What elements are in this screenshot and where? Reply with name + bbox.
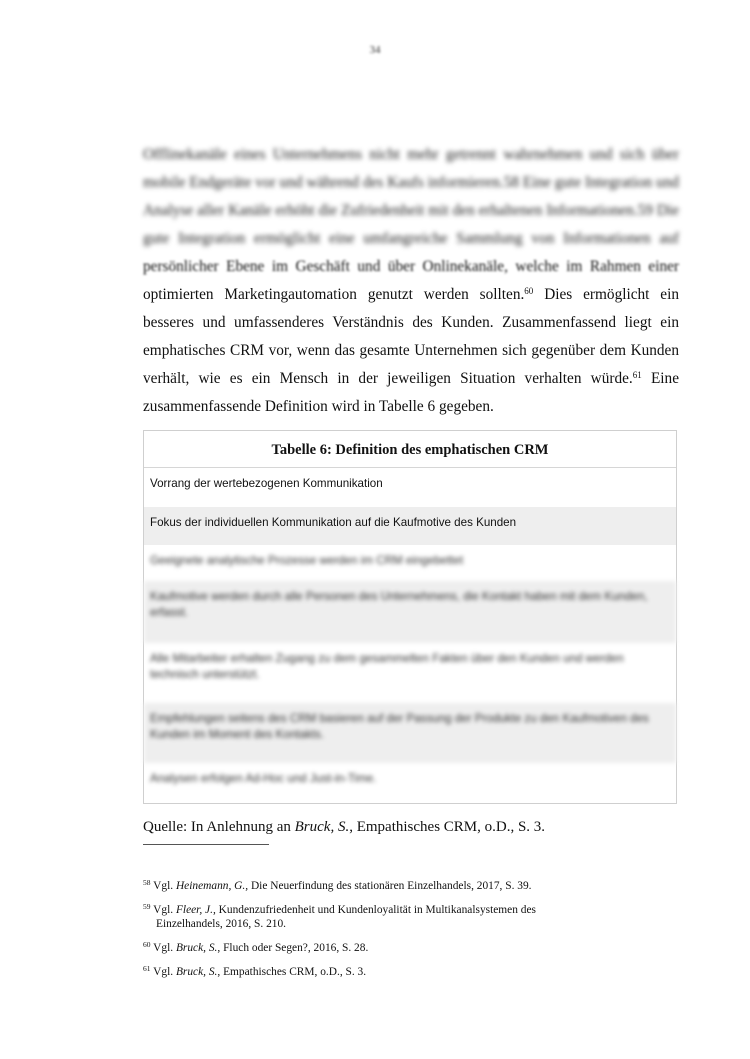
table-source (143, 819, 545, 836)
footnote-prefix: Vgl. (153, 904, 176, 916)
text-line: Analyse aller Kanäle erhöht die Zufriedenheit mit den erhaltenen Informationen.59 Die (143, 202, 679, 219)
page-number: 34 (369, 44, 381, 56)
body-paragraph (143, 141, 679, 421)
text-line (143, 281, 679, 309)
footnote-text: , Empathisches CRM, o.D., S. 3. (217, 966, 367, 978)
table-row: Empfehlungen seitens des CRM basieren auf der Passung der Produkte zu den Kaufmotiven des Kunden im Moment des Kontakts. (144, 703, 676, 763)
table-row: Geeignete analytische Prozesse werden im CRM eingebettet (150, 554, 464, 567)
footnote-number: 60 (143, 940, 151, 949)
footnote-ref: 60 (524, 286, 534, 296)
footnote-text: Kundenzufriedenheit und Kundenloyalität in Multikanalsystemen des Einzelhandels, 2016, S. 210. (156, 904, 536, 930)
text-segment: optimierten Marketingautomation genutzt werden sollten. (143, 286, 525, 303)
text-line: besseres und umfassenderes Verständnis des Kunden. Zusammenfassend liegt ein (143, 314, 679, 331)
source-author: Bruck, S. (294, 819, 350, 835)
footnote (143, 941, 603, 955)
footnote-number: 59 (143, 902, 151, 911)
footnote-separator (143, 844, 269, 845)
footnote-author: Heinemann, G., (175, 880, 249, 892)
source-suffix: , Empathisches CRM, o.D., S. 3. (349, 819, 546, 835)
text-segment: verhält, wie es ein Mensch in der jeweiligen Situation verhalten würde. (143, 370, 633, 387)
table-row: Kaufmotive werden durch alle Personen des Unternehmens, die Kontakt haben mit dem Kunden, erfasst. (144, 581, 676, 643)
table-row: Vorrang der wertebezogenen Kommunikation (150, 477, 383, 490)
text-line: mobile Endgeräte vor und während des Kaufs informieren.58 Eine gute Integration und (143, 174, 679, 191)
table-row: Alle Mitarbeiter erhalten Zugang zu dem gesammelten Fakten über den Kunden und werden technisch unterstützt. (150, 652, 624, 681)
footnote-text: , Fluch oder Segen?, 2016, S. 28. (217, 942, 369, 954)
text-segment: Dies ermöglicht ein (544, 286, 679, 303)
text-segment: Eine (650, 370, 679, 387)
definition-table (143, 430, 677, 804)
footnote (143, 879, 603, 893)
footnote-author: Bruck, S. (175, 966, 218, 978)
text-line: gute Integration ermöglicht eine umfangreiche Sammlung von Informationen auf (143, 230, 679, 247)
footnotes (143, 879, 603, 989)
footnote (143, 903, 603, 931)
footnote-author: Fleer, J., (175, 904, 216, 916)
footnote-prefix: Vgl. (153, 942, 176, 954)
text-line (143, 365, 679, 393)
footnote-text: Die Neuerfindung des stationären Einzelhandels, 2017, S. 39. (248, 880, 532, 892)
table-title: Tabelle 6: Definition des emphatischen CRM (144, 431, 676, 468)
footnote-prefix: Vgl. (153, 880, 176, 892)
footnote-number: 58 (143, 878, 151, 887)
footnote (143, 965, 603, 979)
source-prefix: Quelle: In Anlehnung an (143, 819, 295, 835)
text-line: zusammenfassende Definition wird in Tabelle 6 gegeben. (143, 398, 494, 415)
footnote-ref: 61 (632, 370, 642, 380)
table-row: Fokus der individuellen Kommunikation auf die Kaufmotive des Kunden (144, 507, 676, 545)
footnote-number: 61 (143, 964, 151, 973)
table-row: Analysen erfolgen Ad-Hoc und Just-in-Time. (150, 772, 377, 785)
text-line: emphatisches CRM vor, wenn das gesamte Unternehmen sich gegenüber dem Kunden (143, 342, 679, 359)
footnote-prefix: Vgl. (153, 966, 176, 978)
text-line: Offlinekanäle eines Unternehmens nicht mehr getrennt wahrnehmen und sich über (143, 146, 679, 163)
footnote-author: Bruck, S. (175, 942, 218, 954)
text-line: persönlicher Ebene im Geschäft und über Onlinekanäle, welche im Rahmen einer (143, 258, 679, 275)
